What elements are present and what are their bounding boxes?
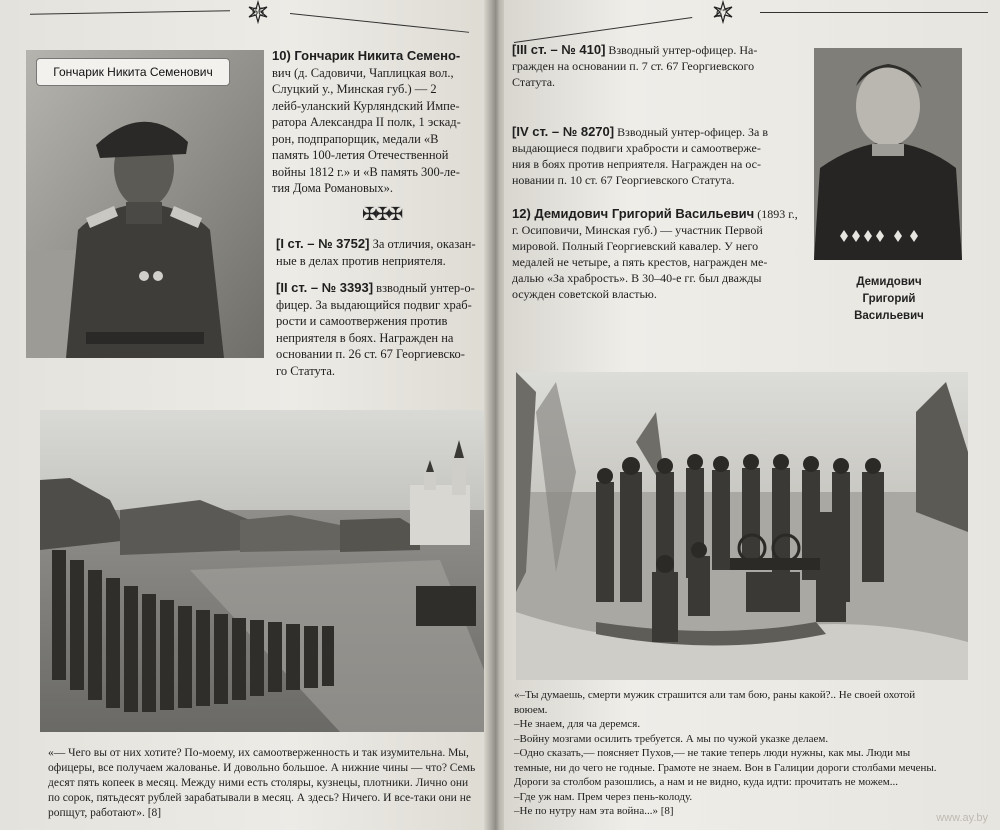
header-rule-right [290, 13, 469, 33]
quote-line: «— Чего вы от них хотите? По-моему, их самоотверженность и так изумительна. Мы, [48, 747, 469, 759]
entry-line: (1893 г., [754, 207, 798, 221]
quote-line: воюем. [514, 703, 548, 716]
award-3-head: [III ст. – № 410] [512, 42, 606, 57]
award-2-text: го Статута. [276, 363, 336, 378]
award-2-head: [II ст. – № 3393] [276, 280, 374, 295]
entry-line: тия Дома Романовых». [272, 181, 393, 195]
entry-line: Слуцкий у., Минская губ.) — 2 [272, 82, 437, 96]
award-2-text: фицер. За выдающийся подвиг храб- [276, 297, 472, 312]
entry-line: рон, подпрапорщик, медали «В [272, 131, 439, 146]
award-3-text: Статута. [512, 75, 556, 89]
entry-heading: 10) Гончарик Никита Семено- [272, 48, 461, 63]
award-1-text: За отличия, оказан- [369, 237, 476, 251]
award-3-text: Взводный унтер-офицер. На- [605, 43, 758, 57]
quote-line: Дороги за столбом разошлись, а нам и не видно, куда идти: прочитать не можем... [514, 776, 898, 788]
caption-line: Васильевич [854, 310, 924, 322]
watermark: www.ay.by [936, 812, 988, 824]
award-1-head: [I ст. – № 3752] [276, 236, 370, 251]
quote-line: темные, ни до чего не годные. Грамоте не знаем. Вон в Галиции дороги столбами мечены. [514, 761, 937, 774]
left-page [0, 0, 490, 830]
entry-line: далью «За храбрость». В 30–40-е гг. был дважды [512, 271, 762, 285]
award-4-text: ния в боях против неприятеля. Награжден на ос- [512, 157, 761, 171]
caption-line: Григорий [862, 293, 916, 305]
entry-line: вич (д. Садовичи, Чаплицкая вол., [272, 65, 454, 80]
machine-gun-crew-photo [516, 372, 968, 680]
portrait-caption-label: Гончарик Никита Семенович [36, 58, 230, 86]
award-3 [512, 42, 808, 90]
quote-line: «–Ты думаешь, смерти мужик страшится али там бою, раны какой?.. Не своей охотой [514, 689, 916, 701]
portrait-caption-demidovich [824, 274, 954, 325]
award-2-text: взводный унтер-о- [373, 281, 475, 295]
quote-line: –Войну мозгами осилить требуется. А мы по чужой указке делаем. [514, 732, 829, 745]
award-4-text: новании п. 10 ст. 67 Георгиевского Статута. [512, 173, 735, 187]
header-rule-left [30, 10, 230, 14]
entry-line: войны 1812 г.» и «В память 300-ле- [272, 164, 460, 179]
left-quote-block [48, 746, 484, 821]
entry-line: г. Осиповичи, Минская губ.) — участник Первой [512, 223, 763, 237]
award-2 [276, 280, 482, 379]
page-number-left: 66 [252, 4, 264, 18]
portrait-goncharik [26, 50, 264, 358]
quote-line: –Одно сказать,— поясняет Пухов,— не такие теперь люди нужны, как мы. Люди мы [514, 747, 911, 759]
entry-line: медалей не четыре, а пять крестов, награжден ме- [512, 255, 768, 269]
quote-line: ропщут, работают». [8] [48, 807, 162, 819]
award-1 [276, 236, 482, 269]
award-2-text: неприятеля в боях. Награжден на [276, 330, 454, 345]
award-4 [512, 124, 808, 188]
george-crosses-ornament: ✠✠✠ [362, 204, 402, 224]
award-1-text: ные в делах против неприятеля. [276, 253, 446, 268]
award-4-head: [IV ст. – № 8270] [512, 124, 615, 139]
right-page [504, 0, 1000, 830]
entry-line: память 100-летия Отечественной [272, 148, 449, 162]
entry-line: мировой. Полный Георгиевский кавалер. У него [512, 239, 759, 253]
quote-line: десят пять копеек в месяц. Между ними есть столяры, кузнецы, плотники. Лично они [48, 777, 469, 789]
entry-line: лейб-уланский Курляндский Импе- [272, 98, 460, 113]
quote-line: –Не по нутру нам эта война...» [8] [514, 805, 674, 817]
page-number-right: 67 [716, 6, 728, 20]
award-4-text: Взводный унтер-офицер. За в [614, 125, 769, 139]
regiment-square-photo [40, 410, 484, 732]
entry-demidovich [512, 206, 808, 302]
award-3-text: гражден на основании п. 7 ст. 67 Георгиевского [512, 59, 755, 73]
caption-line: Демидович [856, 276, 922, 288]
quote-line: –Не знаем, для ча деремся. [514, 718, 641, 730]
portrait-demidovich [814, 48, 962, 260]
entry-heading: 12) Демидович Григорий Васильевич [512, 206, 755, 221]
entry-line: осужден советской властью. [512, 287, 657, 301]
entry-line: ратора Александра II полк, 1 эскад- [272, 115, 461, 129]
quote-line: –Где уж нам. Прем через пень-колоду. [514, 790, 693, 803]
quote-line: по сорок, пятьдесят рублей зарабатывали в месяц. А здесь? Ничего. И все-таки они не [48, 792, 471, 804]
award-4-text: выдающиеся подвиги храбрости и самоотверже- [512, 141, 761, 155]
header-rule-right [760, 12, 988, 13]
quote-line: офицеры, все получаем жалованье. И довольно большое. А нижние чины — что? Семь [48, 762, 476, 774]
header-rule-left [514, 17, 692, 43]
award-2-text: основании п. 26 ст. 67 Георгиевско- [276, 347, 465, 361]
entry-goncharik [272, 48, 482, 197]
right-quote-block [514, 688, 984, 819]
award-2-text: рости и самоотвержения против [276, 314, 448, 328]
